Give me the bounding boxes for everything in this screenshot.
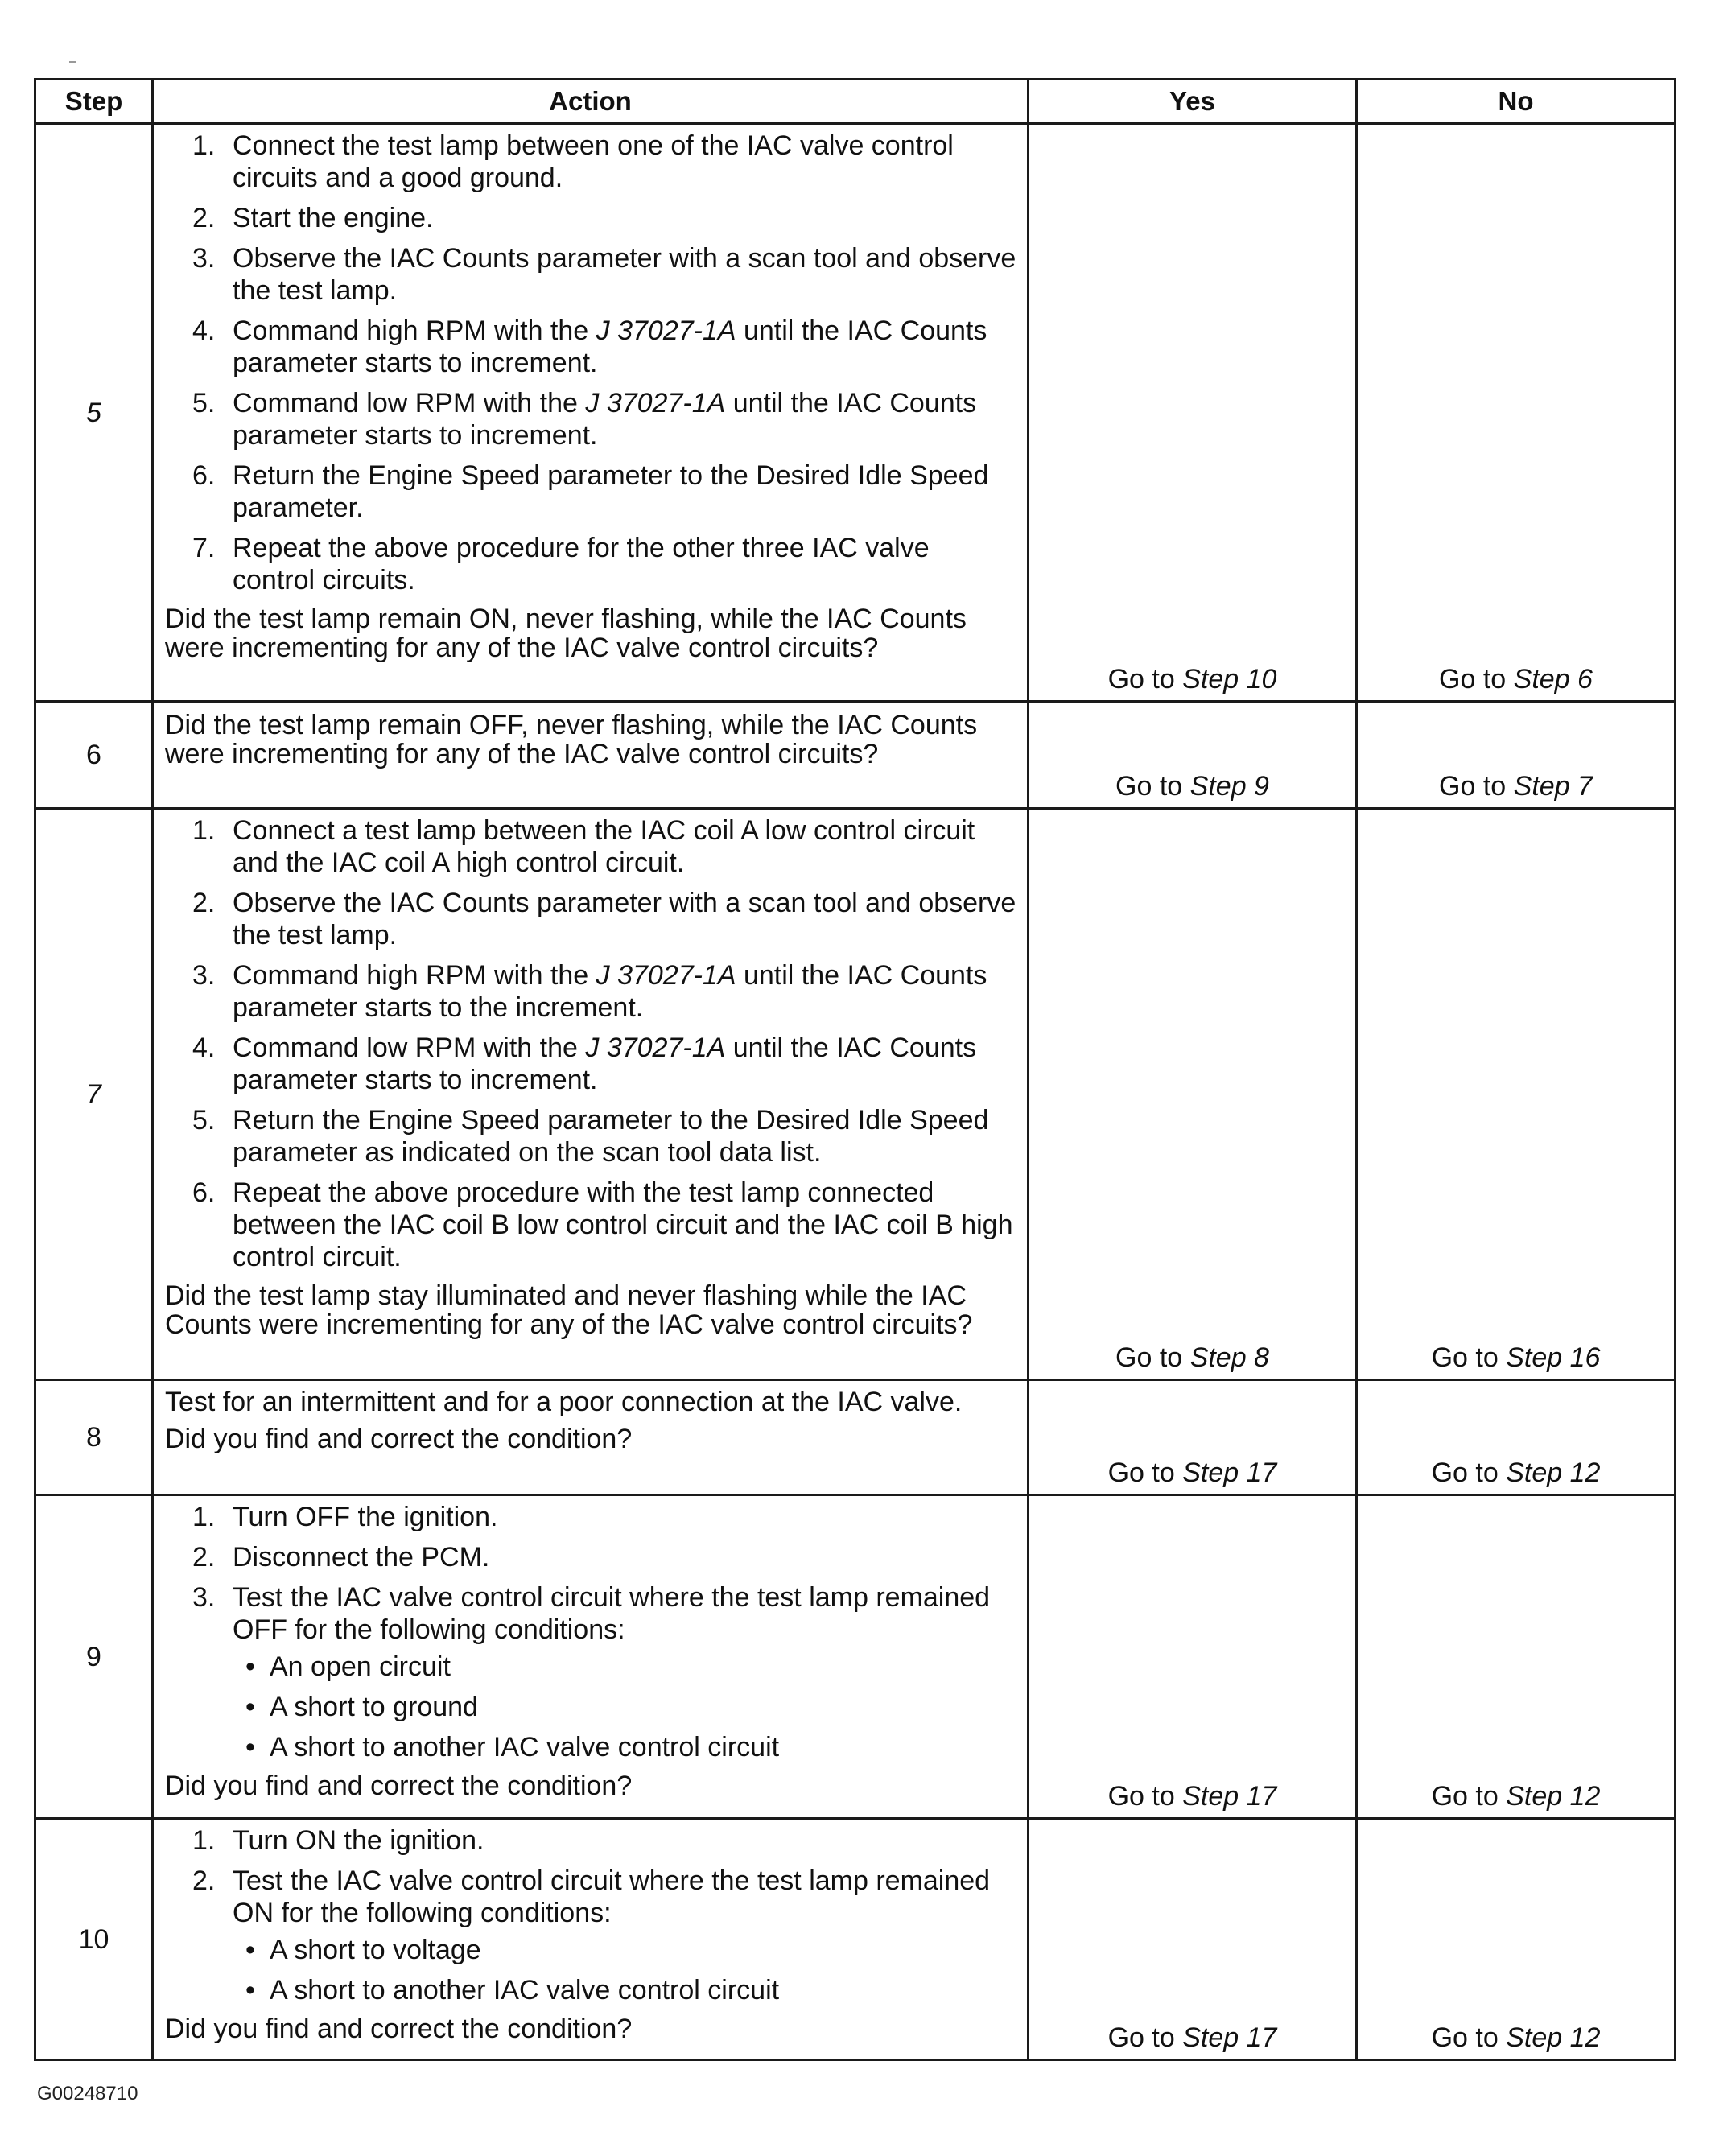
- step-number: 10: [35, 1819, 153, 2060]
- list-item: • A short to another IAC valve control circuit: [245, 1975, 780, 2006]
- action-list: [165, 1501, 1019, 1763]
- list-item: 1. Connect the test lamp between one of the IAC valve control circuits and a good ground.: [192, 130, 954, 193]
- table-row: [35, 1380, 1676, 1495]
- header-yes: Yes: [1029, 80, 1357, 124]
- action-cell: [153, 702, 1029, 809]
- list-item: 1. Connect a test lamp between the IAC coil A low control circuit and the IAC coil A high control circuit.: [192, 815, 975, 878]
- no-cell: Go to Step 6: [1357, 124, 1676, 702]
- action-list: [165, 130, 1019, 596]
- yes-cell: Go to Step 9: [1029, 702, 1357, 809]
- no-target: Step 16: [1506, 1342, 1601, 1373]
- table-row: [35, 809, 1676, 1380]
- step-number: 8: [35, 1380, 153, 1495]
- list-item: • An open circuit: [245, 1651, 451, 1682]
- yes-cell: Go to Step 8: [1029, 809, 1357, 1380]
- no-cell: Go to Step 7: [1357, 702, 1676, 809]
- list-item: 6. Repeat the above procedure with the test lamp connected between the IAC coil B low control circuit and the IAC coil B high control circuit.: [192, 1177, 1013, 1272]
- action-list: [165, 1824, 1019, 2006]
- list-item: • A short to voltage: [245, 1935, 481, 1965]
- header-action: Action: [153, 80, 1029, 124]
- list-item: • A short to ground: [245, 1692, 478, 1722]
- yes-target: Step 17: [1182, 2022, 1277, 2053]
- yes-target: Step 9: [1189, 771, 1269, 802]
- no-cell: Go to Step 16: [1357, 809, 1676, 1380]
- table-row: [35, 1495, 1676, 1819]
- yes-cell: Go to Step 17: [1029, 1380, 1357, 1495]
- list-item: 6. Return the Engine Speed parameter to the Desired Idle Speed parameter.: [192, 460, 989, 523]
- list-item: 2. Start the engine.: [192, 203, 434, 233]
- no-target: Step 12: [1506, 2022, 1601, 2053]
- action-cell: [153, 1380, 1029, 1495]
- list-item: 5. Return the Engine Speed parameter to the Desired Idle Speed parameter as indicated on the scan tool data list.: [192, 1105, 989, 1168]
- step-question: Did the test lamp remain OFF, never flashing, while the IAC Counts were incrementing for any of the IAC valve control circuits?: [165, 710, 978, 769]
- yes-cell: Go to Step 17: [1029, 1819, 1357, 2060]
- no-target: Step 12: [1506, 1781, 1601, 1812]
- tool-reference: J 37027-1A: [585, 388, 726, 418]
- step-instruction: Test for an intermittent and for a poor connection at the IAC valve.: [165, 1387, 963, 1417]
- yes-target: Step 10: [1182, 664, 1277, 695]
- header-step: Step: [35, 80, 153, 124]
- list-item: 7. Repeat the above procedure for the other three IAC valve control circuits.: [192, 533, 930, 596]
- step-number: 7: [35, 809, 153, 1380]
- list-item: 4. Command high RPM with the J 37027-1A until the IAC Counts parameter starts to increment.: [192, 315, 987, 378]
- step-question: Did you find and correct the condition?: [165, 2014, 633, 2044]
- no-target: Step 6: [1513, 664, 1593, 695]
- action-cell: [153, 1819, 1029, 2060]
- action-cell: [153, 1495, 1029, 1819]
- yes-target: Step 8: [1189, 1342, 1269, 1373]
- diagnostic-table: [34, 78, 1676, 2061]
- list-item: 1. Turn ON the ignition.: [192, 1825, 484, 1856]
- no-cell: Go to Step 12: [1357, 1819, 1676, 2060]
- step-number: 6: [35, 702, 153, 809]
- no-target: Step 7: [1513, 771, 1593, 802]
- tool-reference: J 37027-1A: [585, 1033, 726, 1063]
- condition-list: [233, 1934, 1019, 2006]
- step-question: Did you find and correct the condition?: [165, 1771, 633, 1801]
- action-cell: [153, 124, 1029, 702]
- yes-target: Step 17: [1182, 1457, 1277, 1488]
- yes-cell: Go to Step 10: [1029, 124, 1357, 702]
- diagnostic-table-container: [34, 78, 1674, 2061]
- step-question: Did you find and correct the condition?: [165, 1424, 633, 1454]
- table-row: [35, 1819, 1676, 2060]
- yes-target: Step 17: [1182, 1781, 1277, 1812]
- list-item: 2. Observe the IAC Counts parameter with a scan tool and observe the test lamp.: [192, 888, 1016, 950]
- tool-reference: J 37027-1A: [596, 960, 736, 991]
- tool-reference: J 37027-1A: [596, 315, 736, 346]
- step-question: Did the test lamp stay illuminated and never flashing while the IAC Counts were incrementing for any of the IAC valve control circuits?: [165, 1280, 973, 1340]
- list-item: 3. Command high RPM with the J 37027-1A until the IAC Counts parameter starts to the increment.: [192, 960, 987, 1023]
- step-number: 5: [35, 124, 153, 702]
- table-header-row: [35, 80, 1676, 124]
- scan-mark: [69, 61, 76, 63]
- list-item: 2. Disconnect the PCM.: [192, 1542, 490, 1573]
- table-row: [35, 124, 1676, 702]
- step-number: 9: [35, 1495, 153, 1819]
- no-cell: Go to Step 12: [1357, 1495, 1676, 1819]
- figure-id: G00248710: [37, 2083, 138, 2104]
- table-row: [35, 702, 1676, 809]
- step-question: Did the test lamp remain ON, never flashing, while the IAC Counts were incrementing for any of the IAC valve control circuits?: [165, 604, 967, 663]
- list-item: 1. Turn OFF the ignition.: [192, 1502, 498, 1532]
- list-item: • A short to another IAC valve control circuit: [245, 1732, 780, 1762]
- header-no: No: [1357, 80, 1676, 124]
- list-item: 3. Observe the IAC Counts parameter with a scan tool and observe the test lamp.: [192, 243, 1016, 306]
- list-item: 2. Test the IAC valve control circuit where the test lamp remained ON for the following conditions: • A short to voltage • A short to another IAC valve control circuit: [165, 1865, 1019, 2006]
- list-item: 3. Test the IAC valve control circuit where the test lamp remained OFF for the following conditions: • An open circuit • A short to ground • A short to another IAC valve control circuit: [165, 1581, 1019, 1763]
- list-item: 5. Command low RPM with the J 37027-1A until the IAC Counts parameter starts to increment.: [192, 388, 977, 451]
- no-target: Step 12: [1506, 1457, 1601, 1488]
- no-cell: Go to Step 12: [1357, 1380, 1676, 1495]
- list-item: 4. Command low RPM with the J 37027-1A until the IAC Counts parameter starts to increment.: [192, 1033, 977, 1095]
- yes-cell: Go to Step 17: [1029, 1495, 1357, 1819]
- action-cell: [153, 809, 1029, 1380]
- condition-list: [233, 1651, 1019, 1763]
- action-list: [165, 814, 1019, 1273]
